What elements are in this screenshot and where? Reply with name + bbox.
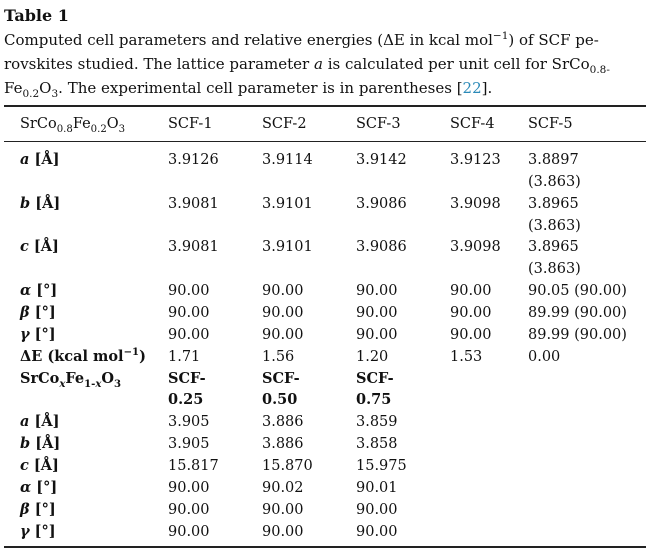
s2-row-label-a: a [Å] <box>20 413 60 430</box>
s2-cell-gamma-2: 90.00 <box>262 524 304 540</box>
cell-alpha-scf5: 90.05 (90.00) <box>528 283 627 299</box>
bottom-rule <box>4 546 646 548</box>
table-caption <box>4 28 646 100</box>
cell-b-scf4: 3.9098 <box>450 196 501 212</box>
cell-gamma-scf4: 90.00 <box>450 327 492 343</box>
row-label-beta: β [°] <box>20 304 56 321</box>
cell-beta-scf5: 89.99 (90.00) <box>528 305 627 321</box>
row-label-c: c [Å] <box>20 238 59 255</box>
cell-beta-scf1: 90.00 <box>168 305 210 321</box>
caption-line-1: Computed cell parameters and relative energies (ΔE in kcal mol$^{-1}$) of SCF pe- <box>4 30 599 49</box>
cell-gamma-scf5: 89.99 (90.00) <box>528 327 627 343</box>
s2-cell-c-2: 15.870 <box>262 458 313 474</box>
cell-de-scf3: 1.20 <box>356 349 389 365</box>
top-rule <box>4 105 646 107</box>
s2-row-label-c: c [Å] <box>20 457 59 474</box>
cell-gamma-scf3: 90.00 <box>356 327 398 343</box>
section2-col-3-a: SCF- <box>356 370 394 387</box>
table-title: Table 1 <box>4 6 69 25</box>
cell-beta-scf2: 90.00 <box>262 305 304 321</box>
section2-compound: $SrCo_xFe_{1-x}O_3$ <box>20 370 122 390</box>
s2-cell-beta-3: 90.00 <box>356 502 398 518</box>
caption-line-3: $Fe_{0.2}O_3$. The experimental cell parameter is in parentheses [22]. <box>4 79 493 100</box>
cell-b-scf2: 3.9101 <box>262 196 313 212</box>
header-col-2: SCF-2 <box>262 116 307 132</box>
caption-line-2: rovskites studied. The lattice parameter a is calculated per unit cell for SrCo$_{0.8-}$ <box>4 55 610 76</box>
s2-cell-a-3: 3.859 <box>356 414 398 430</box>
s2-cell-a-1: 3.905 <box>168 414 210 430</box>
s2-cell-alpha-3: 90.01 <box>356 480 398 496</box>
cell-gamma-scf2: 90.00 <box>262 327 304 343</box>
s2-cell-b-2: 3.886 <box>262 436 304 452</box>
s2-row-label-b: b [Å] <box>20 435 61 452</box>
cell-a-scf2: 3.9114 <box>262 152 313 168</box>
cell-c-scf1: 3.9081 <box>168 239 219 255</box>
cell-de-scf2: 1.56 <box>262 349 295 365</box>
cell-c-scf4: 3.9098 <box>450 239 501 255</box>
cell-a-scf3: 3.9142 <box>356 152 407 168</box>
section2-col-1-b: 0.25 <box>168 391 204 408</box>
cell-b-scf5-exp: (3.863) <box>528 218 581 234</box>
cell-a-scf1: 3.9126 <box>168 152 219 168</box>
cell-c-scf5-exp: (3.863) <box>528 261 581 277</box>
cell-c-scf2: 3.9101 <box>262 239 313 255</box>
cell-c-scf5: 3.8965 <box>528 239 579 255</box>
cell-a-scf4: 3.9123 <box>450 152 501 168</box>
cell-b-scf3: 3.9086 <box>356 196 407 212</box>
cell-a-scf5: 3.8897 <box>528 152 579 168</box>
row-label-delta-e: ΔE (kcal mol$^{-1}$) <box>20 346 146 365</box>
section2-col-2-a: SCF- <box>262 370 300 387</box>
s2-cell-alpha-1: 90.00 <box>168 480 210 496</box>
cell-alpha-scf1: 90.00 <box>168 283 210 299</box>
header-compound: $SrCo_{0.8}Fe_{0.2}O_3$ <box>20 116 126 135</box>
cell-gamma-scf1: 90.00 <box>168 327 210 343</box>
s2-row-label-alpha: α [°] <box>20 479 58 496</box>
cell-alpha-scf4: 90.00 <box>450 283 492 299</box>
reference-link[interactable]: 22 <box>462 79 482 97</box>
cell-alpha-scf2: 90.00 <box>262 283 304 299</box>
s2-cell-b-1: 3.905 <box>168 436 210 452</box>
s2-cell-gamma-1: 90.00 <box>168 524 210 540</box>
s2-row-label-gamma: γ [°] <box>20 523 56 540</box>
header-col-3: SCF-3 <box>356 116 401 132</box>
header-col-1: SCF-1 <box>168 116 213 132</box>
cell-beta-scf3: 90.00 <box>356 305 398 321</box>
s2-cell-beta-2: 90.00 <box>262 502 304 518</box>
cell-c-scf3: 3.9086 <box>356 239 407 255</box>
cell-alpha-scf3: 90.00 <box>356 283 398 299</box>
header-rule <box>4 141 646 142</box>
cell-b-scf1: 3.9081 <box>168 196 219 212</box>
s2-cell-beta-1: 90.00 <box>168 502 210 518</box>
row-label-alpha: α [°] <box>20 282 58 299</box>
cell-b-scf5: 3.8965 <box>528 196 579 212</box>
header-col-5: SCF-5 <box>528 116 573 132</box>
row-label-a: a [Å] <box>20 151 60 168</box>
section2-col-2-b: 0.50 <box>262 391 298 408</box>
row-label-b: b [Å] <box>20 195 61 212</box>
header-col-4: SCF-4 <box>450 116 495 132</box>
section2-col-3-b: 0.75 <box>356 391 392 408</box>
cell-de-scf4: 1.53 <box>450 349 483 365</box>
s2-cell-c-3: 15.975 <box>356 458 407 474</box>
s2-cell-alpha-2: 90.02 <box>262 480 304 496</box>
cell-de-scf1: 1.71 <box>168 349 201 365</box>
section2-col-1-a: SCF- <box>168 370 206 387</box>
cell-beta-scf4: 90.00 <box>450 305 492 321</box>
s2-row-label-beta: β [°] <box>20 501 56 518</box>
s2-cell-a-2: 3.886 <box>262 414 304 430</box>
s2-cell-gamma-3: 90.00 <box>356 524 398 540</box>
row-label-gamma: γ [°] <box>20 326 56 343</box>
s2-cell-b-3: 3.858 <box>356 436 398 452</box>
s2-cell-c-1: 15.817 <box>168 458 219 474</box>
cell-a-scf5-exp: (3.863) <box>528 174 581 190</box>
cell-de-scf5: 0.00 <box>528 349 561 365</box>
